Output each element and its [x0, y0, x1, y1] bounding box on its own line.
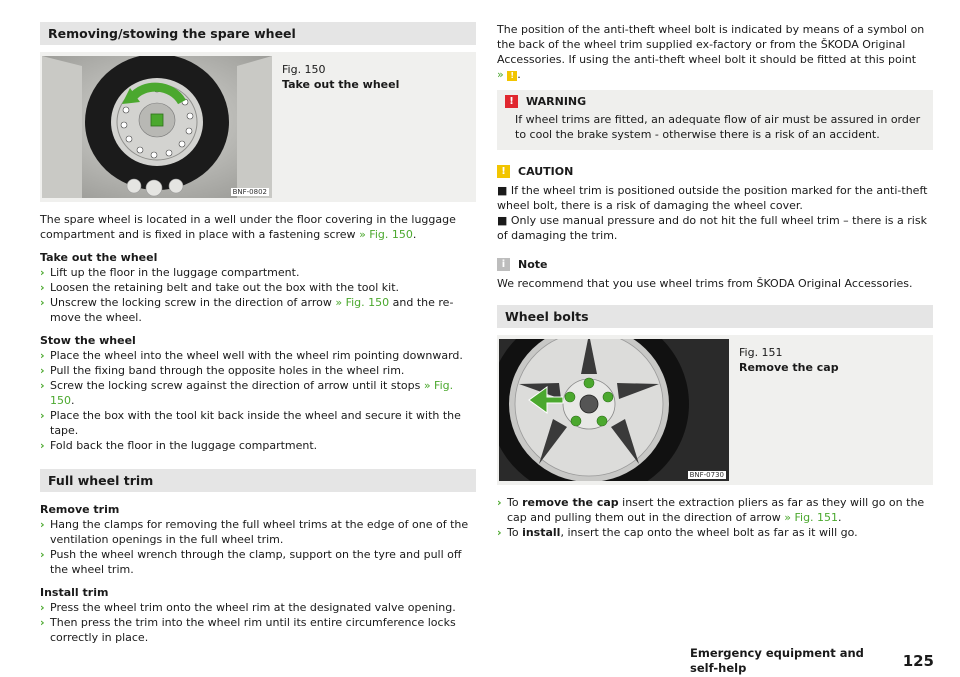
step-item: [40, 547, 476, 577]
figure-title: Take out the wheel: [282, 78, 400, 91]
figure-number: Fig. 151: [739, 346, 783, 359]
figure-link[interactable]: » Fig. 150: [359, 228, 413, 241]
remove-trim-steps: [40, 517, 476, 577]
step-text: Unscrew the locking screw in the direction of arrow: [50, 296, 336, 309]
chevron-icon: ›: [40, 281, 45, 294]
chevron-icon: ›: [40, 409, 45, 422]
figure-title: Remove the cap: [739, 361, 839, 374]
chevron-icon: ›: [40, 296, 45, 309]
step-item: [40, 408, 476, 438]
page-number: 125: [902, 651, 934, 670]
note-text: We recommend that you use wheel trims from ŠKODA Original Accessories.: [497, 277, 913, 290]
figure-link[interactable]: » Fig. 150: [335, 296, 390, 309]
chapter-title: Emergency equipment and self-help: [690, 646, 864, 675]
figure-number: Fig. 150: [282, 63, 326, 76]
step-text: Push the wheel wrench through the clamp, support on the tyre and pull off the wheel trim.: [50, 548, 462, 576]
step-item: [40, 438, 476, 453]
figure-code: BNF-0730: [689, 471, 724, 479]
warning-label: WARNING: [526, 95, 587, 108]
chevron-icon: ›: [40, 349, 45, 362]
chevron-icon: ›: [497, 496, 502, 509]
page-footer: [690, 646, 934, 676]
chevron-icon: ›: [40, 439, 45, 452]
anti-theft-text: The position of the anti-theft wheel bolt is indicated by means of a symbol on the back of the wheel trim supplied ex-factory or from the ŠKODA Original Accessories. If using the anti-theft wheel bolt it should be fitted at this point: [497, 23, 925, 66]
install-trim-steps: [40, 600, 476, 645]
warning-header: [505, 94, 925, 109]
caution-header: [497, 164, 933, 179]
step-text: Place the wheel into the wheel well with the wheel rim pointing downward.: [50, 349, 463, 362]
step-bold: remove the cap: [522, 496, 619, 509]
caution-ref-icon: !: [507, 71, 517, 81]
subheading-stow: Stow the wheel: [40, 334, 136, 347]
subheading-take-out: Take out the wheel: [40, 251, 158, 264]
step-text: To: [507, 526, 523, 539]
figure-link[interactable]: » Fig. 151: [784, 511, 839, 524]
figure-150: [40, 52, 476, 202]
step-text: Screw the locking screw against the direction of arrow until it stops: [50, 379, 424, 392]
spare-wheel-image: [42, 56, 272, 198]
take-out-steps: [40, 265, 476, 325]
note-label: Note: [518, 258, 548, 271]
step-item: [40, 615, 476, 645]
step-item: [497, 495, 933, 525]
stow-steps: [40, 348, 476, 453]
caution-icon: !: [497, 165, 510, 178]
step-text: and the re-move the wheel.: [50, 296, 454, 324]
step-text: Loosen the retaining belt and take out the box with the tool kit.: [50, 281, 400, 294]
step-item: [40, 348, 476, 363]
step-item: [40, 517, 476, 547]
chevron-icon: ›: [40, 548, 45, 561]
step-text: .: [838, 511, 842, 524]
caution-label: CAUTION: [518, 165, 574, 178]
wheel-bolt-steps: [497, 495, 933, 540]
intro-end: .: [412, 228, 417, 241]
intro-text: The spare wheel is located in a well under the floor covering in the luggage compartment and is fixed in place with a fastening screw: [40, 213, 456, 241]
warning-icon: !: [505, 95, 518, 108]
chevron-icon: ›: [40, 379, 45, 392]
step-item: [40, 280, 476, 295]
warning-link[interactable]: »: [497, 68, 508, 81]
note-header: [497, 257, 933, 272]
section-title-wheel-bolts: Wheel bolts: [497, 305, 933, 328]
step-item: [40, 363, 476, 378]
chevron-icon: ›: [40, 616, 45, 629]
step-item: [40, 295, 476, 325]
chevron-icon: ›: [40, 601, 45, 614]
step-text: Place the box with the tool kit back inside the wheel and secure it with the tape.: [50, 409, 461, 437]
step-text: Press the wheel trim onto the wheel rim at the designated valve opening.: [50, 601, 456, 614]
section-title-full-wheel-trim: Full wheel trim: [40, 469, 476, 492]
step-text: Lift up the floor in the luggage compartment.: [50, 266, 300, 279]
step-text: , insert the cap onto the wheel bolt as far as it will go.: [560, 526, 858, 539]
anti-theft-paragraph: The position of the anti-theft wheel bolt is indicated by means of a symbol on the back of the wheel trim supplied ex-factory or from the ŠKODA Original Accessories. If using the anti-theft wheel bolt it should be fitted at this point » ! .: [497, 23, 925, 81]
intro-paragraph: [40, 212, 476, 242]
step-text: Fold back the floor in the luggage compartment.: [50, 439, 318, 452]
step-text: Pull the fixing band through the opposite holes in the wheel rim.: [50, 364, 405, 377]
warning-box: [497, 90, 933, 150]
figure-151: [497, 335, 933, 485]
step-text: .: [71, 394, 75, 407]
caution-text-2: ■ Only use manual pressure and do not hit the full wheel trim – there is a risk of damaging the trim.: [497, 214, 927, 242]
right-column: [497, 22, 933, 540]
step-item: [497, 525, 933, 540]
chevron-icon: ›: [40, 518, 45, 531]
subheading-remove-trim: Remove trim: [40, 503, 120, 516]
wheel-bolt-image: [499, 339, 729, 481]
step-text: To: [507, 496, 523, 509]
chevron-icon: ›: [40, 266, 45, 279]
step-text: Hang the clamps for removing the full wheel trims at the edge of one of the ventilation openings in the full wheel trim.: [50, 518, 469, 546]
figure-code: BNF-0802: [232, 188, 267, 196]
step-item: [40, 378, 476, 408]
warning-text: If wheel trims are fitted, an adequate flow of air must be assured in order to cool the brake system - otherwise there is a risk of an accident.: [515, 113, 921, 141]
figure-caption: [729, 335, 839, 485]
caution-text-1: ■ If the wheel trim is positioned outside the position marked for the anti-theft wheel bolt, there is a risk of damaging the wheel cover.: [497, 184, 928, 212]
figure-link[interactable]: » Fig. 150: [50, 379, 454, 407]
step-item: [40, 265, 476, 280]
spare-wheel-illustration: [42, 56, 272, 198]
chevron-icon: ›: [497, 526, 502, 539]
step-bold: install: [522, 526, 561, 539]
step-item: [40, 600, 476, 615]
step-text: Then press the trim into the wheel rim until its entire circumference locks correctly in place.: [50, 616, 456, 644]
chevron-icon: ›: [40, 364, 45, 377]
subheading-install-trim: Install trim: [40, 586, 109, 599]
step-text: insert the extraction pliers as far as they will go on the cap and pulling them out in the direction of arrow: [507, 496, 925, 524]
figure-caption: [272, 52, 399, 202]
section-title-spare-wheel: Removing/stowing the spare wheel: [40, 22, 476, 45]
note-icon: i: [497, 258, 510, 271]
left-column: [40, 22, 476, 645]
wheel-bolt-illustration: [499, 339, 729, 481]
